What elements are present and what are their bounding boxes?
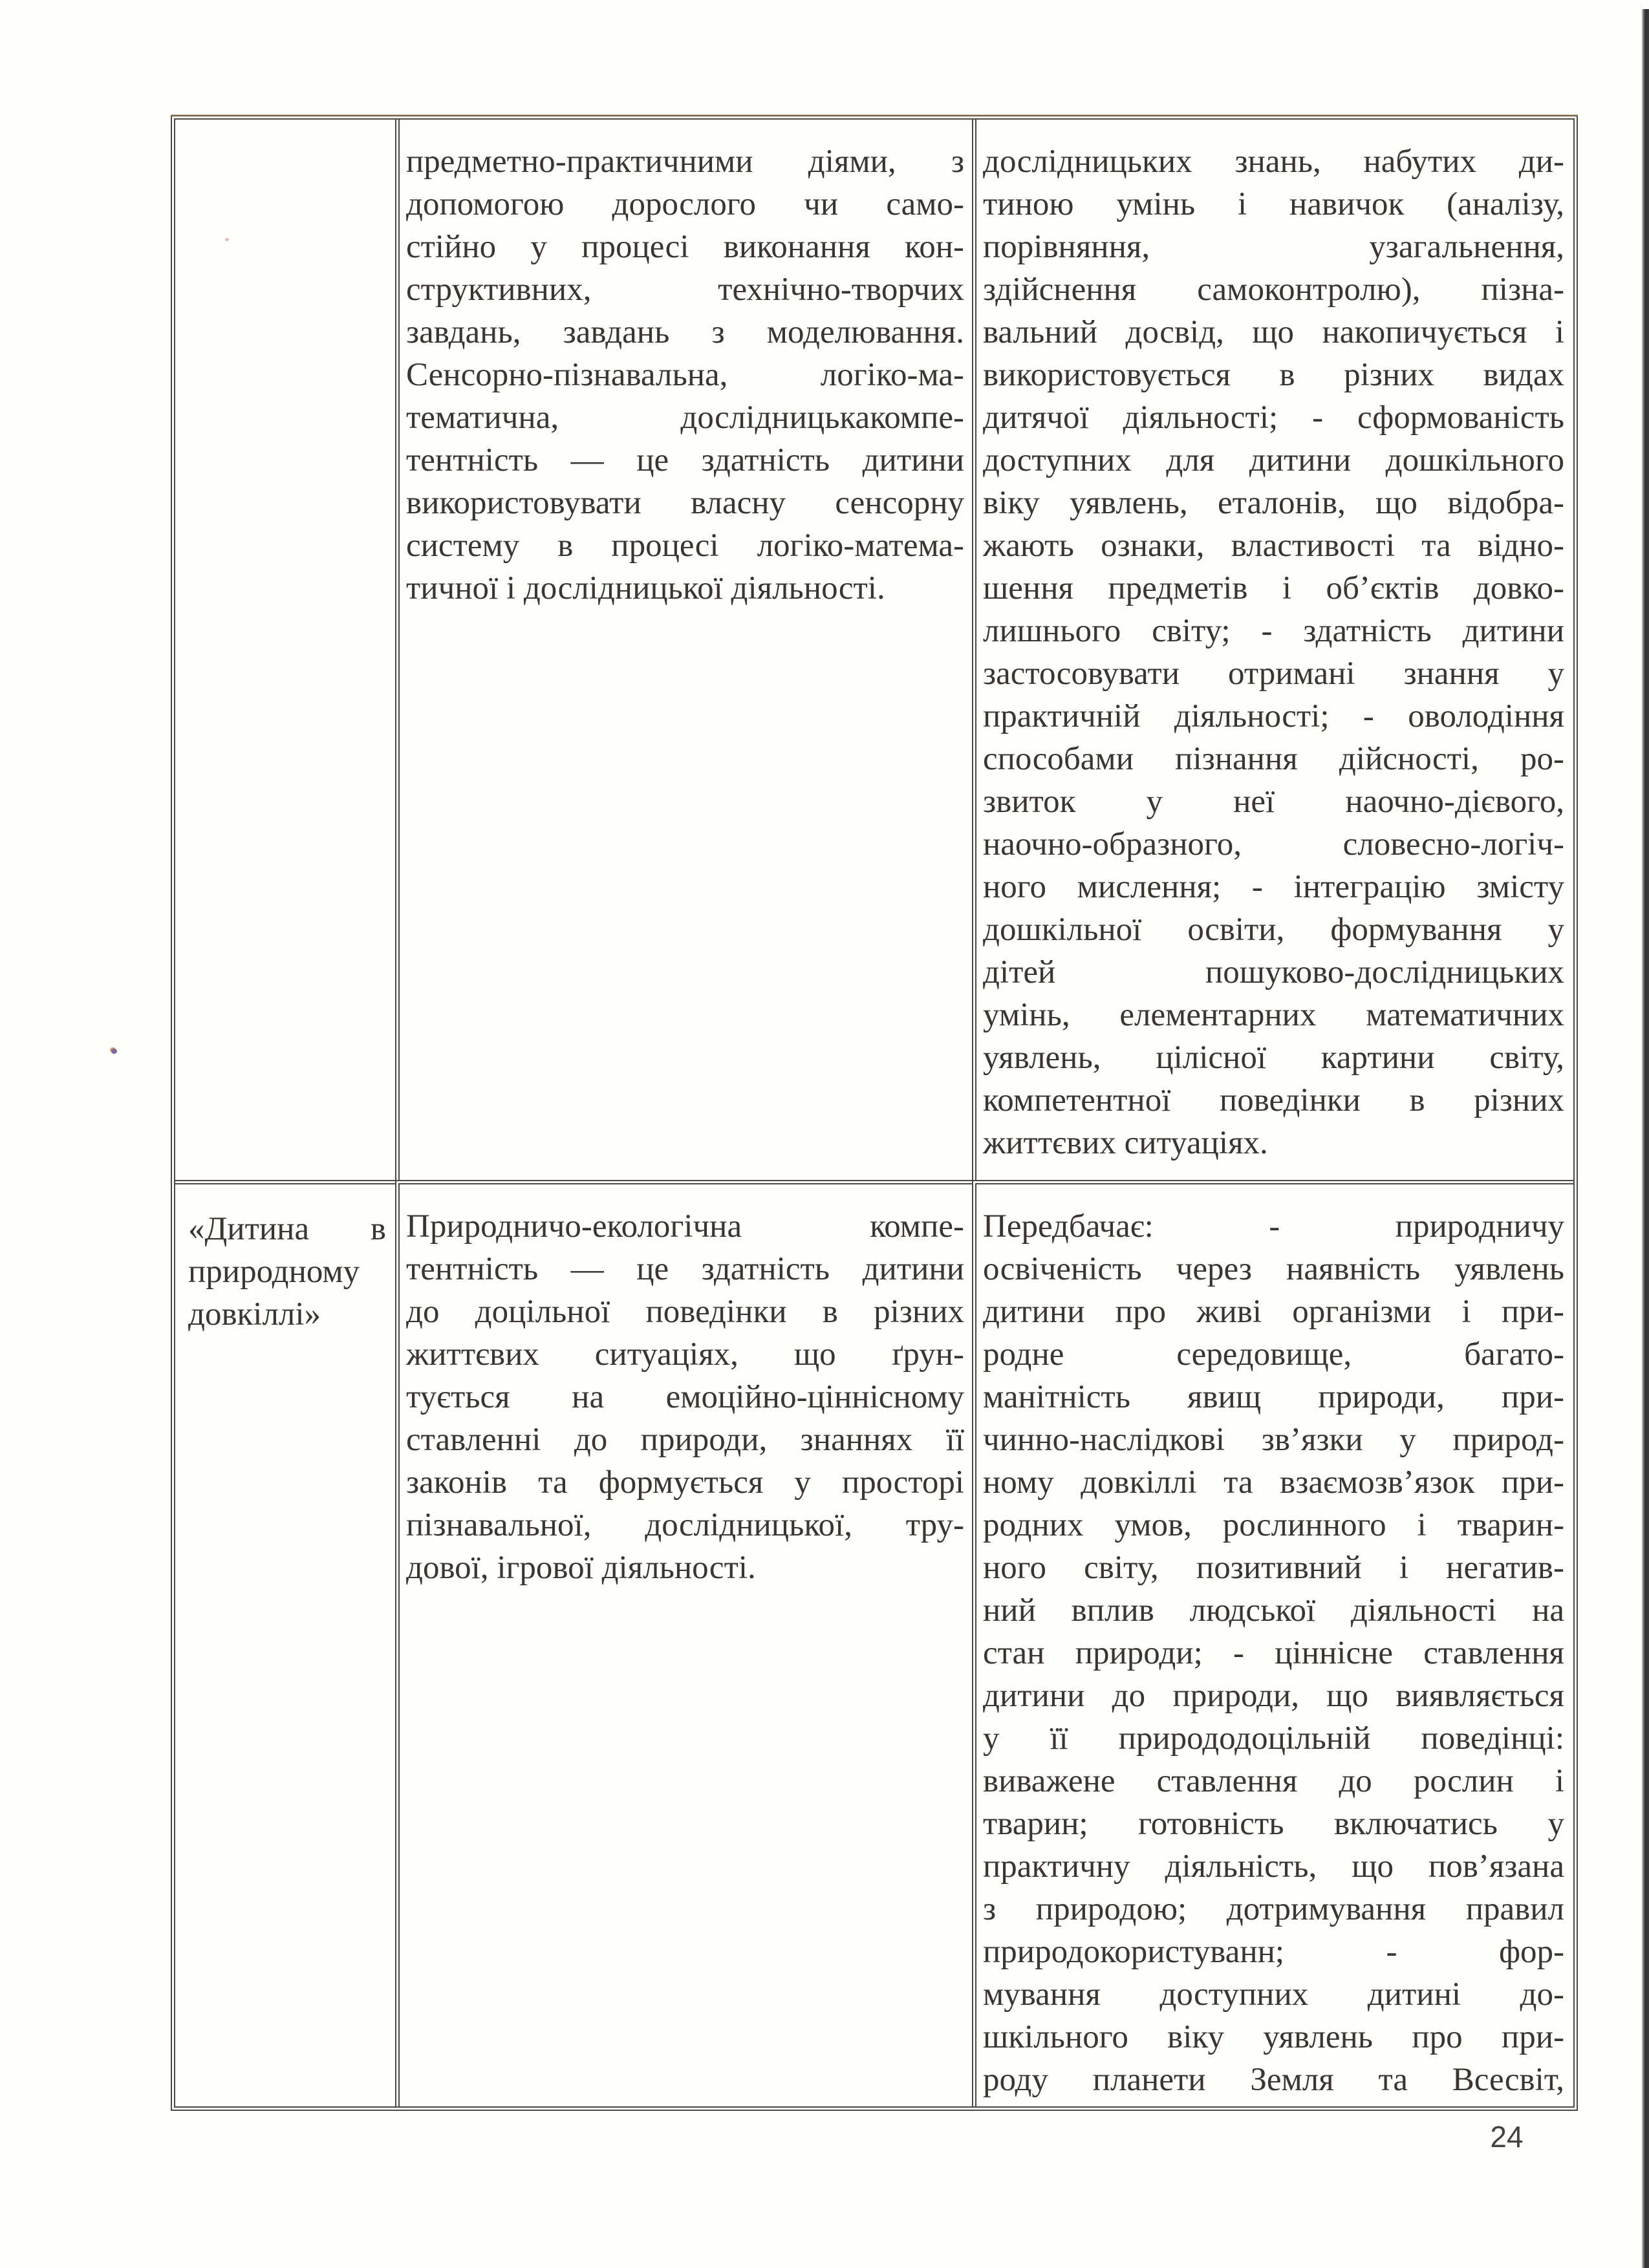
- text-line: у її природодоцільній поведінці:: [983, 1720, 1564, 1757]
- text-line: Природничо-екологічна компе-: [406, 1208, 964, 1245]
- text-line: тентність — це здатність дитини: [406, 1251, 964, 1287]
- text-line: практичну діяльність, що пов’язана: [983, 1848, 1564, 1885]
- text-line: освіченість через наявність уявлень: [983, 1251, 1564, 1287]
- text-line: дослідницьких знань, набутих ди-: [983, 144, 1564, 180]
- text-line: дової, ігрової діяльності.: [406, 1550, 756, 1586]
- text-line: пізнавальної, дослідницької, тру-: [406, 1507, 964, 1543]
- text-line: вальний досвід, що накопичується і: [983, 314, 1564, 350]
- text-line: систему в процесі логіко-матема-: [406, 528, 964, 564]
- table-cell-r1c2: [395, 120, 972, 1180]
- text-line: способами пізнання дійсності, ро-: [983, 741, 1564, 777]
- text-line: з природою; дотримування правил: [983, 1891, 1564, 1927]
- text-line: ставленні до природи, знаннях її: [406, 1422, 964, 1458]
- text-line: шкільного віку уявлень про при-: [983, 2019, 1564, 2055]
- text-line: ному довкіллі та взаємозв’язок при-: [983, 1464, 1564, 1501]
- table-cell-r2c2: [395, 1180, 972, 2106]
- text-line: допомогою дорослого чи само-: [406, 186, 964, 222]
- text-line: стійно у процесі виконання кон-: [406, 229, 964, 265]
- text-line: життєвих ситуаціях.: [983, 1125, 1268, 1161]
- scan-speck: [111, 1049, 117, 1054]
- table-cell-r2c1: [175, 1180, 395, 2106]
- text-line: тварин; готовність включатись у: [983, 1806, 1564, 1842]
- text-line: мування доступних дитині до-: [983, 1976, 1564, 2013]
- text-line: чинно-наслідкові зв’язки у природ-: [983, 1422, 1564, 1458]
- text-line: лишнього світу; - здатність дитини: [983, 613, 1564, 649]
- text-line: роду планети Земля та Всесвіт,: [983, 2062, 1564, 2098]
- text-line: Передбачає: - природничу: [983, 1208, 1564, 1245]
- scan-edge-shadow: [1641, 9, 1649, 2268]
- text-line: здійснення самоконтролю), пізна-: [983, 272, 1564, 308]
- text-line: звиток у неї наочно-дієвого,: [983, 784, 1564, 820]
- text-line: ний вплив людської діяльності на: [983, 1592, 1564, 1629]
- text-line: тується на емоційно-ціннісному: [406, 1379, 964, 1415]
- text-line: стан природи; - ціннісне ставлення: [983, 1635, 1564, 1671]
- table-cell-r1c3: [972, 120, 1573, 1180]
- competency-table: [171, 115, 1578, 2111]
- text-line: тентність — це здатність дитини: [406, 442, 964, 478]
- text-line: завдань, завдань з моделювання.: [406, 314, 964, 350]
- text-line: життєвих ситуаціях, що ґрун-: [406, 1336, 964, 1373]
- text-line: ного мислення; - інтеграцію змісту: [983, 869, 1564, 905]
- text-line: родне середовище, багато-: [983, 1336, 1564, 1373]
- text-line: Сенсорно-пізнавальна, логіко-ма-: [406, 357, 964, 393]
- text-line: дошкільної освіти, формування у: [983, 912, 1564, 948]
- text-line: практичній діяльності; - оволодіння: [983, 698, 1564, 734]
- text-line: доступних для дитини дошкільного: [983, 442, 1564, 478]
- text-line: віку уявлень, еталонів, що відобра-: [983, 485, 1564, 521]
- table-cell-r1c1: [175, 120, 395, 1180]
- text-line: компетентної поведінки в різних: [983, 1082, 1564, 1118]
- text-line: використовується в різних видах: [983, 357, 1564, 393]
- text-line: дитини до природи, що виявляється: [983, 1678, 1564, 1714]
- text-line: умінь, елементарних математичних: [983, 997, 1564, 1033]
- text-line: до доцільної поведінки в різних: [406, 1294, 964, 1330]
- text-line: законів та формується у просторі: [406, 1464, 964, 1501]
- text-line: манітність явищ природи, при-: [983, 1379, 1564, 1415]
- text-line: порівняння, узагальнення,: [983, 229, 1564, 265]
- table-cell-r2c3: [972, 1180, 1573, 2106]
- text-line: шення предметів і об’єктів довко-: [983, 570, 1564, 606]
- text-line: виважене ставлення до рослин і: [983, 1763, 1564, 1799]
- text-line: «Дитина в: [188, 1211, 386, 1247]
- text-line: дитячої діяльності; - сформованість: [983, 400, 1564, 436]
- text-line: дитини про живі організми і при-: [983, 1294, 1564, 1330]
- text-line: довкіллі»: [188, 1296, 321, 1332]
- text-line: тематична, дослідницькакомпе-: [406, 400, 964, 436]
- text-line: тичної і дослідницької діяльності.: [406, 570, 885, 606]
- page-number: 24: [1490, 2120, 1524, 2154]
- text-line: уявлень, цілісної картини світу,: [983, 1040, 1564, 1076]
- text-line: дітей пошуково-дослідницьких: [983, 954, 1564, 990]
- text-line: природокористуванн; - фор-: [983, 1934, 1564, 1970]
- text-line: застосовувати отримані знання у: [983, 656, 1564, 692]
- text-line: родних умов, рослинного і тварин-: [983, 1507, 1564, 1543]
- text-line: ного світу, позитивний і негатив-: [983, 1550, 1564, 1586]
- text-line: використовувати власну сенсорну: [406, 485, 964, 521]
- text-line: предметно-практичними діями, з: [406, 144, 964, 180]
- text-line: жають ознаки, властивості та відно-: [983, 528, 1564, 564]
- text-line: природному: [188, 1254, 360, 1290]
- text-line: наочно-образного, словесно-логіч-: [983, 826, 1564, 862]
- text-line: тиною умінь і навичок (аналізу,: [983, 186, 1564, 222]
- text-line: структивних, технічно-творчих: [406, 272, 964, 308]
